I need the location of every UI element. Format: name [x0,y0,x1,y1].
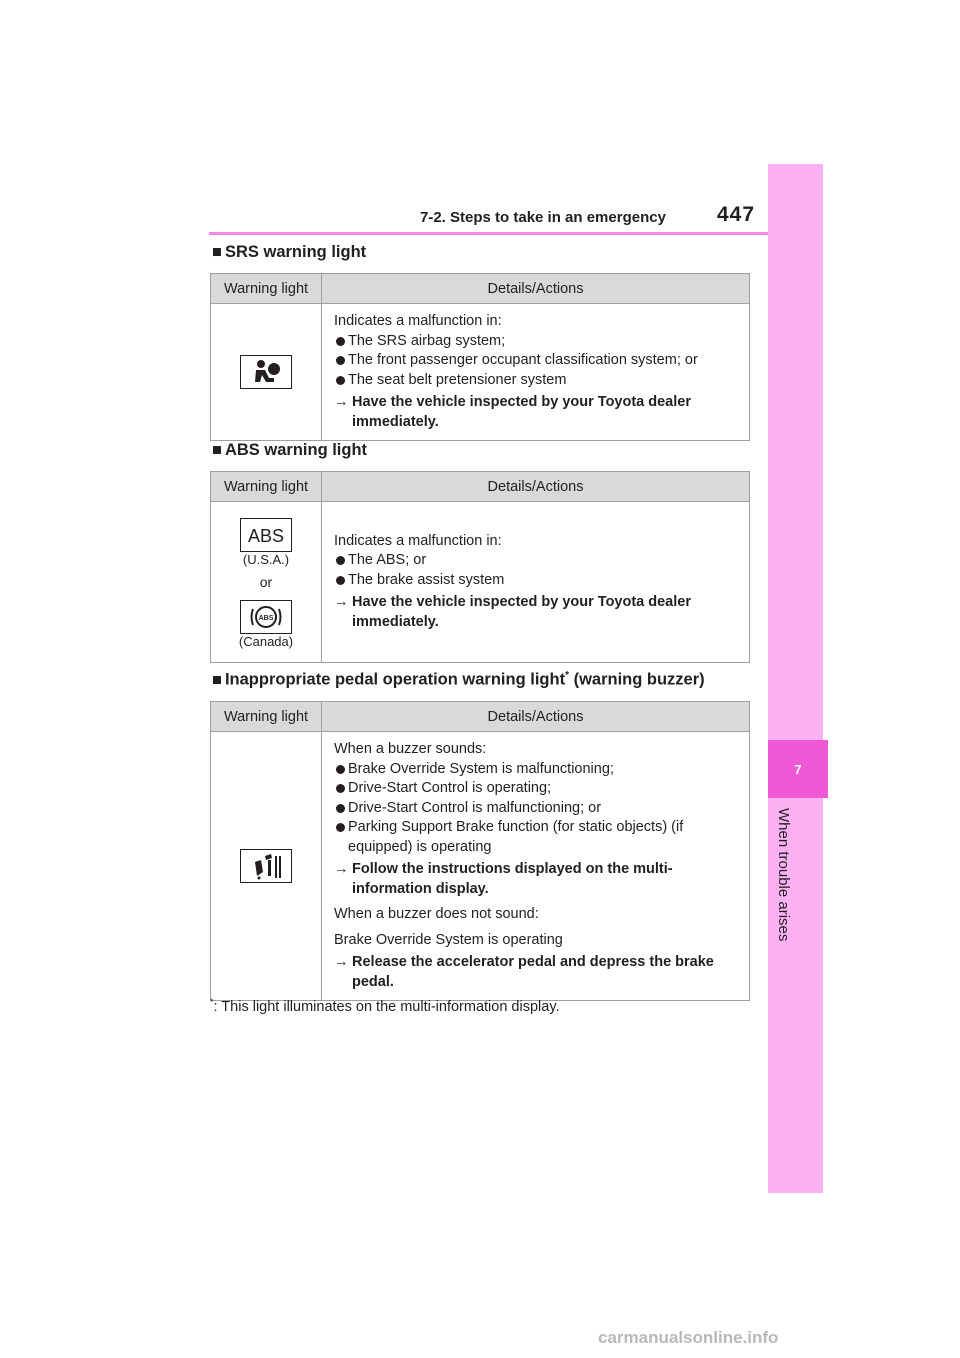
arrow-icon: → [334,861,349,877]
page-number: 447 [717,203,756,226]
square-bullet-icon: ■ [212,243,222,261]
list-item: Drive-Start Control is malfunctioning; or [334,799,743,819]
table-row [211,502,750,663]
footnote-text: : This light illuminates on the multi-information display. [213,998,560,1015]
pedal-action-1-text: Follow the instructions displayed on the multi-information display. [352,861,673,897]
pedal-intro-no-buzzer: When a buzzer does not sound: [334,906,539,922]
square-bullet-icon: ■ [212,670,222,689]
or-label: or [259,574,273,590]
square-bullet-icon: ■ [212,441,222,459]
canada-label: (Canada) [238,634,294,649]
pedal-action-2-text: Release the accelerator pedal and depress the brake pedal. [352,954,714,990]
srs-table [210,273,750,441]
footnote [210,997,560,1015]
pedal-action-1 [334,860,743,899]
header-rule [209,232,768,235]
srs-intro: Indicates a malfunction in: [334,313,502,329]
srs-action-text: Have the vehicle inspected by your Toyota dealer immediately. [352,394,691,430]
svg-text:ABS: ABS [258,615,274,622]
pedal-details [322,732,750,1001]
list-item: Drive-Start Control is operating; [334,779,743,799]
page-header [0,0,768,236]
chapter-side-tab [768,164,823,1193]
table-header-row [211,702,750,732]
footnote-mark: * [565,670,569,681]
srs-action [334,393,743,432]
watermark: carmanualsonline.info [598,1328,779,1347]
abs-heading [212,441,367,460]
col-details: Details/Actions [322,472,750,502]
list-item: The ABS; or [334,551,743,571]
table-header-row [211,274,750,304]
icon-cell [211,732,322,1001]
table-row [211,304,750,441]
pedal-heading-suffix: (warning buzzer) [568,670,705,689]
srs-heading-text: SRS warning light [224,243,367,261]
col-warning-light: Warning light [211,472,322,502]
pedal-intro-buzzer: When a buzzer sounds: [334,741,487,757]
chapter-label [770,808,792,958]
abs-canada-icon [240,600,292,634]
list-item: Brake Override System is malfunctioning; [334,760,743,780]
icon-cell [211,304,322,441]
table-row [211,732,750,1001]
arrow-icon: → [334,594,349,611]
srs-details [322,304,750,441]
pedal-action-2 [334,953,743,992]
col-warning-light: Warning light [211,702,322,732]
srs-heading [212,243,366,262]
abs-intro: Indicates a malfunction in: [334,532,502,549]
col-details: Details/Actions [322,702,750,732]
icon-cell [211,502,322,663]
chapter-number: 7 [768,740,828,798]
list-item: Parking Support Brake function (for static objects) (if equipped) is operating [334,818,743,857]
pedal-heading-text: Inappropriate pedal operation warning light [224,670,566,689]
abs-details [322,502,750,663]
section-title: 7-2. Steps to take in an emergency [420,209,666,226]
usa-label: (U.S.A.) [242,552,290,567]
col-warning-light: Warning light [211,274,322,304]
abs-action-text: Have the vehicle inspected by your Toyota dealer immediately. [352,594,691,630]
pedal-no-buzzer-text: Brake Override System is operating [334,931,563,948]
footnote-mark: * [210,997,214,1007]
srs-airbag-icon [240,355,292,389]
arrow-icon: → [334,394,349,410]
abs-heading-text: ABS warning light [224,441,368,459]
pedal-heading [212,670,705,690]
abs-usa-icon [240,518,292,552]
abs-action [334,593,743,632]
list-item: The front passenger occupant classification system; or [334,351,743,371]
list-item: The seat belt pretensioner system [334,371,743,391]
svg-text:ABS: ABS [247,526,285,546]
abs-table [210,471,750,663]
chapter-label-text: When trouble arises [775,808,792,942]
pedal-table [210,701,750,1001]
col-details: Details/Actions [322,274,750,304]
pedal-warning-icon [240,849,292,883]
arrow-icon: → [334,954,349,970]
list-item: The SRS airbag system; [334,332,743,352]
table-header-row [211,472,750,502]
list-item: The brake assist system [334,571,743,591]
